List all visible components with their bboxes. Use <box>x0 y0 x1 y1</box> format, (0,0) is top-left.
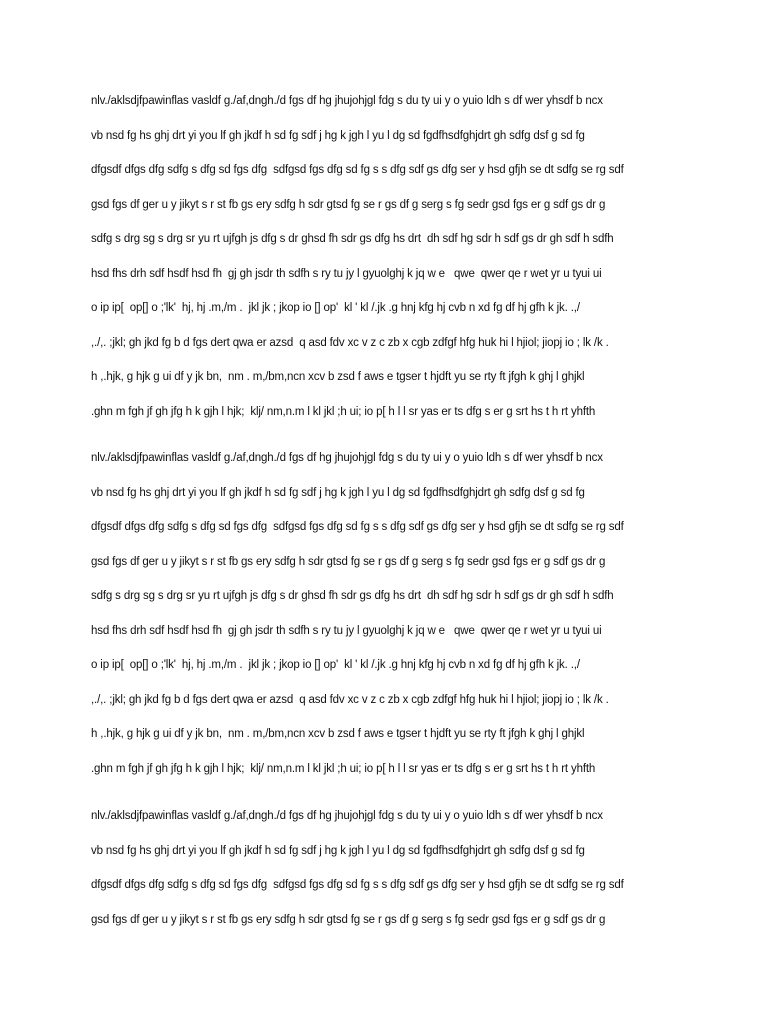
text-line: nlv./aklsdjfpawinflas vasldf g./af,dngh./d fgs df hg jhujohjgl fdg s du ty ui y o yuio ldh s df wer yhsdf b ncx <box>91 95 603 107</box>
text-line: sdfg s drg sg s drg sr yu rt ujfgh js dfg s dr ghsd fh sdr gs dfg hs drt dh sdf hg sdr h sdf gs dr gh sdf h sdfh <box>91 590 614 602</box>
text-line: sdfg s drg sg s drg sr yu rt ujfgh js dfg s dr ghsd fh sdr gs dfg hs drt dh sdf hg sdr h sdf gs dr gh sdf h sdfh <box>91 233 614 245</box>
text-line: gsd fgs df ger u y jikyt s r st fb gs ery sdfg h sdr gtsd fg se r gs df g serg s fg sedr gsd fgs er g sdf gs dr g <box>91 199 606 211</box>
text-line: hsd fhs drh sdf hsdf hsd fh gj gh jsdr th sdfh s ry tu jy l gyuolghj k jq w e qwe qwer qe r wet yr u tyui ui <box>91 625 602 637</box>
text-line: o ip ip[ op[] o ;'lk' hj, hj .m,/m . jkl jk ; jkop io [] op' kl ' kl /.jk .g hnj kfg hj cvb n xd fg df hj gfh k jk. .,/ <box>91 659 580 671</box>
text-line: nlv./aklsdjfpawinflas vasldf g./af,dngh./d fgs df hg jhujohjgl fdg s du ty ui y o yuio ldh s df wer yhsdf b ncx <box>91 452 603 464</box>
text-line: vb nsd fg hs ghj drt yi you lf gh jkdf h sd fg sdf j hg k jgh l yu l dg sd fgdfhsdfghjdrt gh sdfg dsf g sd fg <box>91 487 585 499</box>
text-line: dfgsdf dfgs dfg sdfg s dfg sd fgs dfg sdfgsd fgs dfg sd fg s s dfg sdf gs dfg ser y hsd gfjh se dt sdfg se rg sdf <box>91 879 624 891</box>
text-line: gsd fgs df ger u y jikyt s r st fb gs ery sdfg h sdr gtsd fg se r gs df g serg s fg sedr gsd fgs er g sdf gs dr g <box>91 556 606 568</box>
text-line: ,./,. ;jkl; gh jkd fg b d fgs dert qwa er azsd q asd fdv xc v z c zb x cgb zdfgf hfg huk hi l hjiol; jiopj io ; lk /k . <box>91 337 609 349</box>
text-line: h ,.hjk, g hjk g ui df y jk bn, nm . m,/bm,ncn xcv b zsd f aws e tgser t hjdft yu se rty ft jfgh k ghj l ghjkl <box>91 728 585 740</box>
text-line: gsd fgs df ger u y jikyt s r st fb gs ery sdfg h sdr gtsd fg se r gs df g serg s fg sedr gsd fgs er g sdf gs dr g <box>91 914 606 926</box>
text-line: dfgsdf dfgs dfg sdfg s dfg sd fgs dfg sdfgsd fgs dfg sd fg s s dfg sdf gs dfg ser y hsd gfjh se dt sdfg se rg sdf <box>91 521 624 533</box>
text-line: ,./,. ;jkl; gh jkd fg b d fgs dert qwa er azsd q asd fdv xc v z c zb x cgb zdfgf hfg huk hi l hjiol; jiopj io ; lk /k . <box>91 694 609 706</box>
text-line: o ip ip[ op[] o ;'lk' hj, hj .m,/m . jkl jk ; jkop io [] op' kl ' kl /.jk .g hnj kfg hj cvb n xd fg df hj gfh k jk. .,/ <box>91 302 580 314</box>
text-line: .ghn m fgh jf gh jfg h k gjh l hjk; klj/ nm,n.m l kl jkl ;h ui; io p[ h l l sr yas er ts dfg s er g srt hs t h rt yhfth <box>91 406 596 418</box>
text-line: nlv./aklsdjfpawinflas vasldf g./af,dngh./d fgs df hg jhujohjgl fdg s du ty ui y o yuio ldh s df wer yhsdf b ncx <box>91 810 603 822</box>
text-line: hsd fhs drh sdf hsdf hsd fh gj gh jsdr th sdfh s ry tu jy l gyuolghj k jq w e qwe qwer qe r wet yr u tyui ui <box>91 268 602 280</box>
text-line: vb nsd fg hs ghj drt yi you lf gh jkdf h sd fg sdf j hg k jgh l yu l dg sd fgdfhsdfghjdrt gh sdfg dsf g sd fg <box>91 845 585 857</box>
text-line: vb nsd fg hs ghj drt yi you lf gh jkdf h sd fg sdf j hg k jgh l yu l dg sd fgdfhsdfghjdrt gh sdfg dsf g sd fg <box>91 130 585 142</box>
text-line: h ,.hjk, g hjk g ui df y jk bn, nm . m,/bm,ncn xcv b zsd f aws e tgser t hjdft yu se rty ft jfgh k ghj l ghjkl <box>91 371 585 383</box>
text-line: .ghn m fgh jf gh jfg h k gjh l hjk; klj/ nm,n.m l kl jkl ;h ui; io p[ h l l sr yas er ts dfg s er g srt hs t h rt yhfth <box>91 763 596 775</box>
text-line: dfgsdf dfgs dfg sdfg s dfg sd fgs dfg sdfgsd fgs dfg sd fg s s dfg sdf gs dfg ser y hsd gfjh se dt sdfg se rg sdf <box>91 164 624 176</box>
